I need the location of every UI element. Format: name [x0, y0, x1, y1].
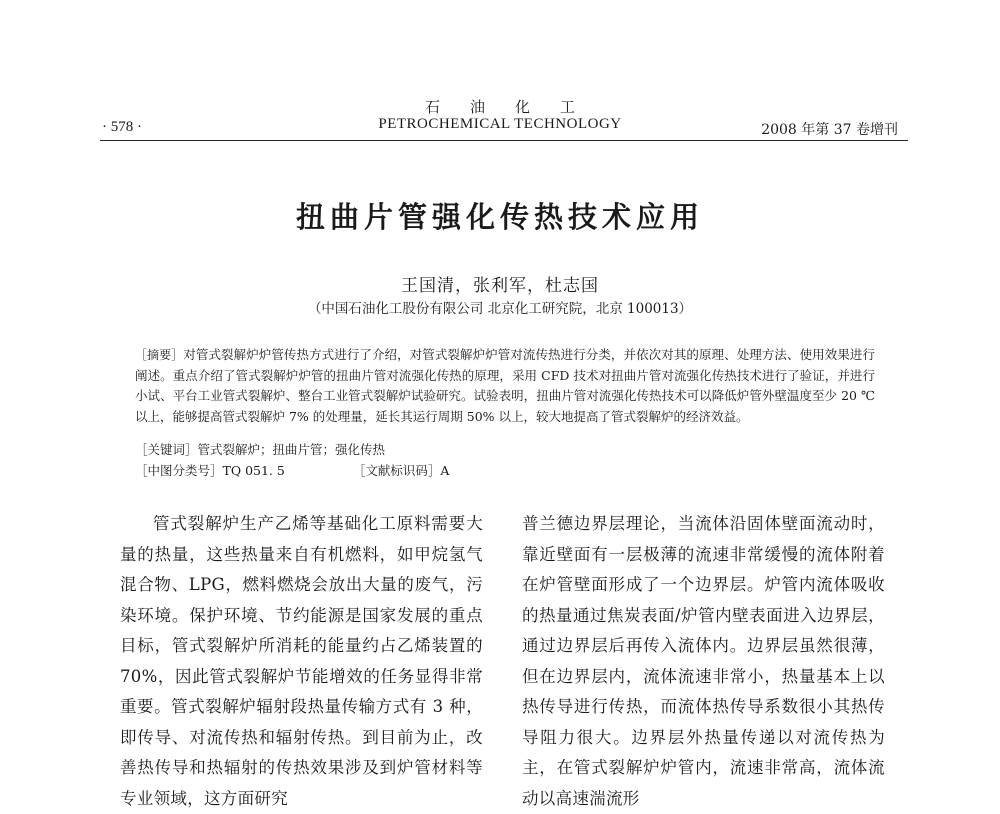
- keywords-line: [135, 440, 385, 458]
- keywords: 管式裂解炉；扭曲片管；强化传热: [197, 442, 386, 457]
- header-rule: [100, 140, 908, 141]
- page-number: · 578 ·: [102, 119, 142, 135]
- body-paragraph: 普兰德边界层理论，当流体沿固体壁面流动时，靠近壁面有一层极薄的流速非常缓慢的流体附着在炉管壁面形成了一个边界层。炉管内流体吸收的热量通过焦炭表面/炉管内壁表面进入边界层，通过边界层后再传入流体内。边界层虽然很薄，但在边界层内，流体流速非常小，热量基本上以热传导进行传热，而流体热传导系数很小其热传导阻力很大。边界层外热量传递以对流传热为主，在管式裂解炉炉管内，流速非常高，流体流动以高速湍流形: [522, 514, 885, 808]
- abstract-label: ［摘要］: [135, 348, 184, 362]
- abstract-text: 对管式裂解炉炉管传热方式进行了介绍，对管式裂解炉炉管对流传热进行分类，并依次对其的原理、处理方法、使用效果进行阐述。重点介绍了管式裂解炉炉管的扭曲片管对流强化传热的原理，采用 CFD 技术对扭曲片管对流强化传热技术进行了验证，并进行小试、平台工业管式裂解炉、整台工业管式裂解炉试验研究。试验表明，扭曲片管对流强化传热技术可以降低炉管外壁温度至少 20 ℃以上，能够提高管式裂解炉 7% 的处理量，延长其运行周期 50% 以上，较大地提高了管式裂解炉的经济效益。: [135, 347, 875, 424]
- article-title: 扭曲片管强化传热技术应用: [295, 200, 704, 234]
- issue-info: 2008 年第 37 卷增刊: [761, 122, 898, 138]
- doc-code: A: [440, 463, 450, 478]
- clc-label: ［中图分类号］: [135, 463, 223, 478]
- body-left-column: [120, 509, 483, 814]
- classification-line: [135, 461, 449, 479]
- affiliation: （中国石油化工股份有限公司 北京化工研究院，北京 100013）: [307, 301, 693, 317]
- journal-title-chinese: 石油化工: [424, 98, 605, 116]
- keywords-label: ［关键词］: [135, 442, 198, 457]
- abstract: [135, 345, 875, 427]
- doc-code-label: ［文献标识码］: [352, 463, 441, 478]
- journal-title-english: PETROCHEMICAL TECHNOLOGY: [378, 116, 622, 132]
- authors: 王国清，张利军，杜志国: [401, 276, 599, 296]
- body-right-column: [522, 509, 885, 814]
- clc-code: TQ 051. 5: [222, 463, 285, 478]
- body-paragraph: 管式裂解炉生产乙烯等基础化工原料需要大量的热量，这些热量来自有机燃料，如甲烷氢气混合物、LPG，燃料燃烧会放出大量的废气，污染环境。保护环境、节约能源是国家发展的重点目标，管式裂解炉所消耗的能量约占乙烯装置的 70%，因此管式裂解炉节能增效的任务显得非常重要。管式裂解炉辐射段热量传输方式有 3 种，即传导、对流传热和辐射传热。到目前为止，改善热传导和热辐射的传热效果涉及到炉管材料等专业领域，这方面研究: [120, 514, 483, 808]
